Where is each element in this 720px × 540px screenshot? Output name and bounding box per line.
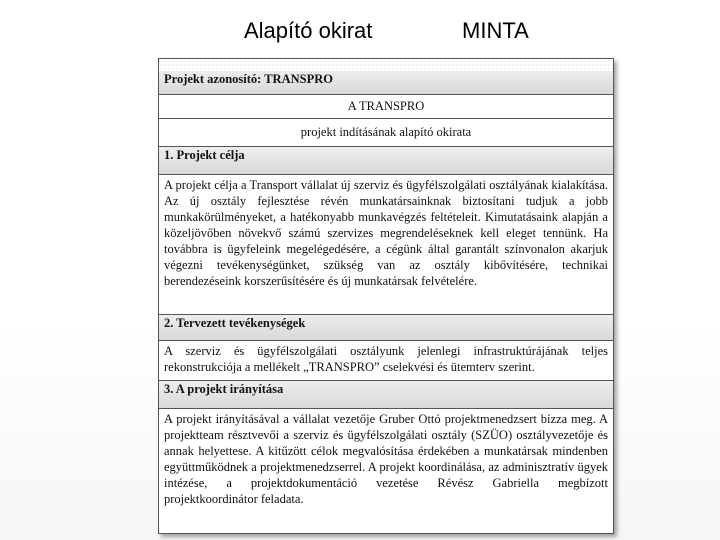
section-heading-text: 1. Projekt célja bbox=[164, 148, 245, 162]
section-body-2 bbox=[159, 341, 613, 381]
section-body-text: A projekt irányításával a vállalat vezetője Gruber Ottó projektmenedzsert bízza meg. A projektteam résztvevői a szerviz és ügyfélszolgálati osztály (SZÜO) osztályvezetője és annak helyettese. A kitűzött célok megvalósítása érdekében a munkatársak mindenben együttműködnek a projektmenedzserrel. A projekt koordinálása, az adminisztratív ügyek intézése, a projektdokumentáció vezetése Révész Gabriella megbízott projektkoordinátor feladata. bbox=[164, 412, 608, 506]
project-id-row bbox=[159, 71, 613, 95]
section-heading-2 bbox=[159, 315, 613, 341]
header bbox=[0, 18, 720, 50]
section-heading-1 bbox=[159, 147, 613, 175]
doc-subtitle-text: projekt indításának alapító okirata bbox=[300, 125, 472, 139]
section-heading-3 bbox=[159, 381, 613, 409]
section-body-1 bbox=[159, 175, 613, 315]
dotted-top-band bbox=[159, 59, 613, 71]
project-name-text: A TRANSPRO bbox=[347, 99, 425, 113]
section-heading-text: 3. A projekt irányítása bbox=[164, 382, 284, 396]
section-body-text: A szerviz és ügyfélszolgálati osztályunk jelenlegi infrastruktúrájának teljes rekonstrukciója a mellékelt „TRANSPRO” cselekvési és ütemterv szerint. bbox=[164, 344, 608, 374]
section-body-3 bbox=[159, 409, 613, 533]
project-name-row bbox=[159, 95, 613, 119]
doc-subtitle-row bbox=[159, 119, 613, 147]
project-id-text: Projekt azonosító: TRANSPRO bbox=[164, 72, 333, 86]
document-table bbox=[158, 58, 614, 534]
section-body-text: A projekt célja a Transport vállalat új szerviz és ügyfélszolgálati osztályának kialakítása. Az új osztály fejlesztése révén munkatársainknak biztosítani tudjuk a jobb munkakörülményeket, a hatékonyabb munkavégzés feltételeit. Kimutatásaink alapján a közeljövőben növekvő számú szervizes megrendeléseknek kell eleget tennünk. Ha továbbra is ügyfeleink megelégedésére, a cégünk által garantált színvonalon akarjuk végezni tevékenységünket, szükség van az osztály kibővítésére, technikai berendezéseink korszerűsítésére és új munkatársak felvételére. bbox=[164, 178, 608, 288]
section-heading-text: 2. Tervezett tevékenységek bbox=[164, 316, 306, 330]
page-title: Alapító okirat bbox=[244, 18, 373, 43]
sample-label: MINTA bbox=[462, 18, 529, 43]
